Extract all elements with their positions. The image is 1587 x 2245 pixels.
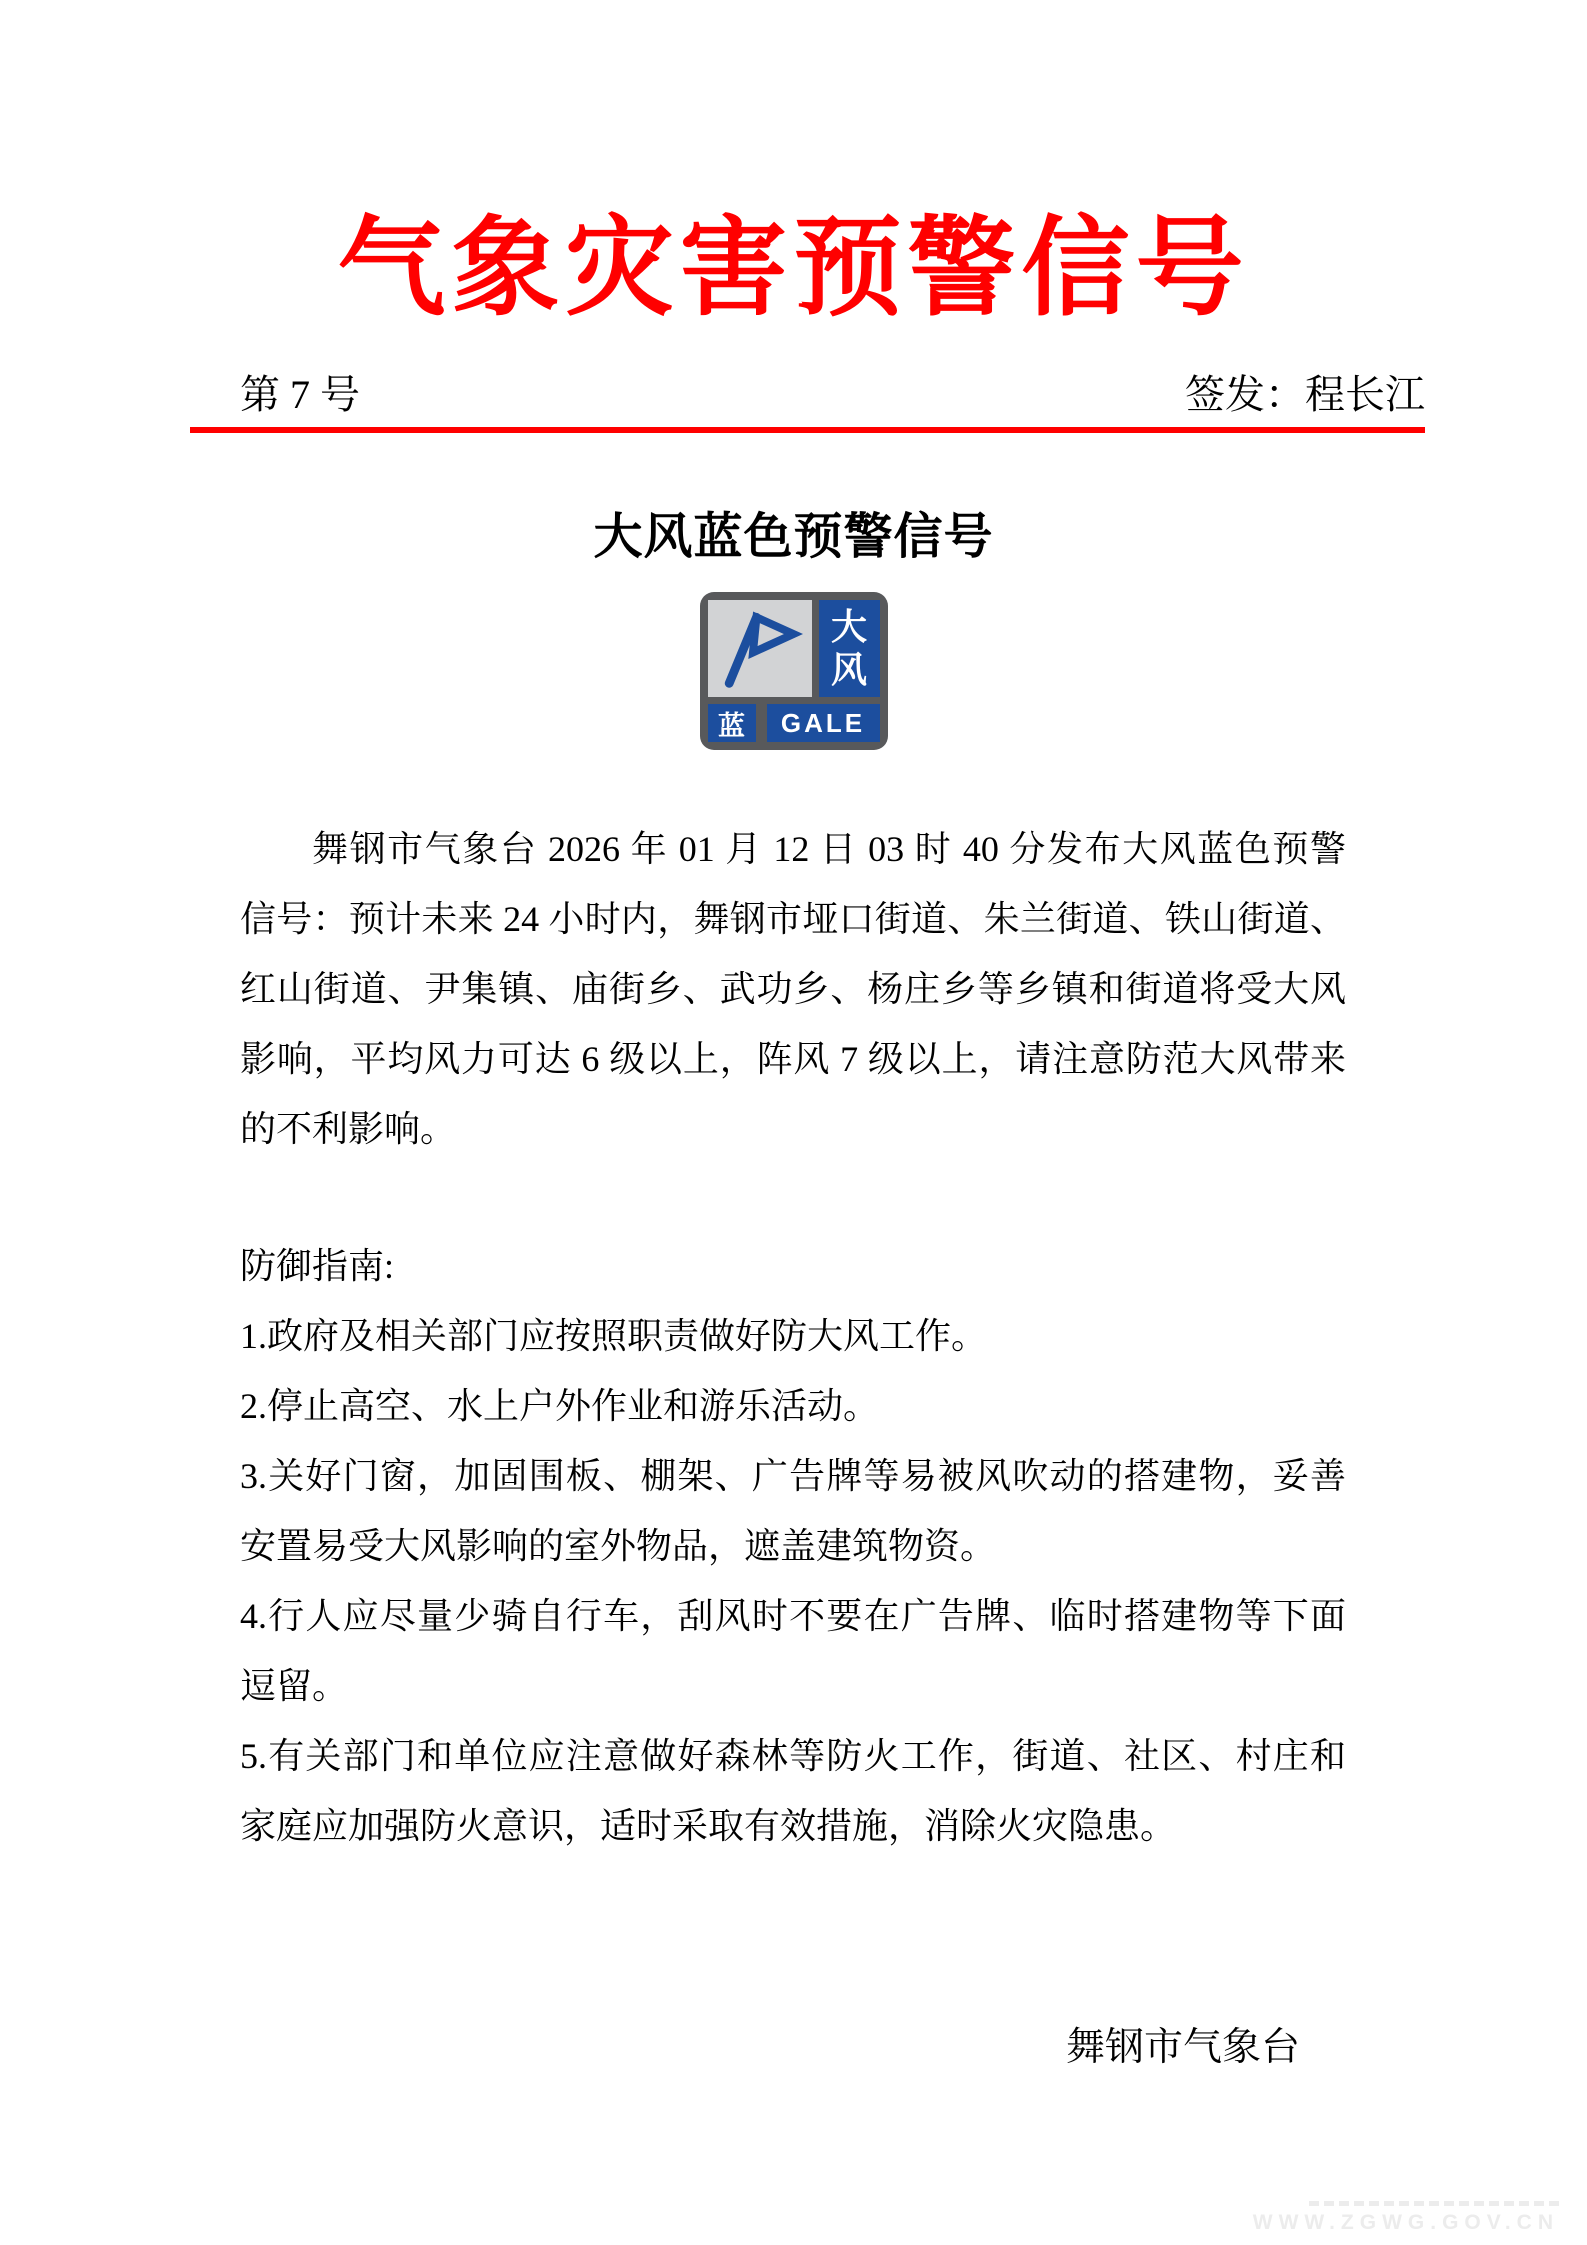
- guideline-item-continuation: 逗留。: [240, 1666, 349, 1706]
- issue-row: [190, 370, 1425, 420]
- paragraph-line: 的不利影响。: [240, 1109, 457, 1149]
- guideline-item: 4.行人应尽量少骑自行车，刮风时不要在广告牌、临时搭建物等下面: [240, 1596, 1346, 1636]
- warning-type-cn-char2: 风: [830, 648, 867, 690]
- warning-type-cn: [819, 600, 880, 697]
- warning-level-badge: 蓝: [708, 704, 756, 742]
- guideline-item-continuation: 安置易受大风影响的室外物品，遮盖建筑物资。: [240, 1526, 997, 1566]
- signer-name: 签发：程长江: [1185, 372, 1425, 417]
- paragraph-line: 信号：预计未来 24 小时内，舞钢市垭口街道、朱兰街道、铁山街道、: [240, 899, 1346, 939]
- paragraph-line: 红山街道、尹集镇、庙街乡、武功乡、杨庄乡等乡镇和街道将受大风: [240, 969, 1346, 1009]
- gale-blue-warning-icon: [700, 592, 888, 750]
- icon-bottom-row: [708, 704, 880, 742]
- paragraph-line: 影响，平均风力可达 6 级以上，阵风 7 级以上，请注意防范大风带来: [240, 1039, 1346, 1079]
- document-title: 气象灾害预警信号: [337, 207, 1250, 328]
- watermark-dashes: [1309, 2201, 1559, 2206]
- guide-title: 防御指南:: [240, 1246, 395, 1286]
- guideline-item-continuation: 家庭应加强防火意识，适时采取有效措施，消除火灾隐患。: [240, 1806, 1177, 1846]
- guideline-item: 1.政府及相关部门应按照职责做好防大风工作。: [240, 1316, 988, 1356]
- guideline-item: 5.有关部门和单位应注意做好森林等防火工作，街道、社区、村庄和: [240, 1736, 1346, 1776]
- warning-type-en: GALE: [767, 704, 880, 742]
- issue-number: 第 7 号: [240, 372, 360, 417]
- wind-flag-icon: [708, 600, 812, 697]
- warning-signal-title: 大风蓝色预警信号: [593, 509, 994, 564]
- warning-icon-container: [0, 592, 1587, 750]
- document-body: [240, 814, 1346, 1861]
- warning-type-cn-char1: 大: [830, 606, 867, 648]
- site-watermark: WWW.ZGWG.GOV.CN: [1252, 2211, 1559, 2234]
- issuing-office-signature: 舞钢市气象台: [1065, 2026, 1300, 2069]
- icon-top-row: [708, 600, 880, 697]
- red-divider-line: [190, 427, 1425, 433]
- guideline-item: 3.关好门窗，加固围板、棚架、广告牌等易被风吹动的搭建物，妥善: [240, 1456, 1346, 1496]
- guideline-item: 2.停止高空、水上户外作业和游乐活动。: [240, 1386, 880, 1426]
- paragraph-line: 舞钢市气象台 2026 年 01 月 12 日 03 时 40 分发布大风蓝色预警: [312, 829, 1346, 869]
